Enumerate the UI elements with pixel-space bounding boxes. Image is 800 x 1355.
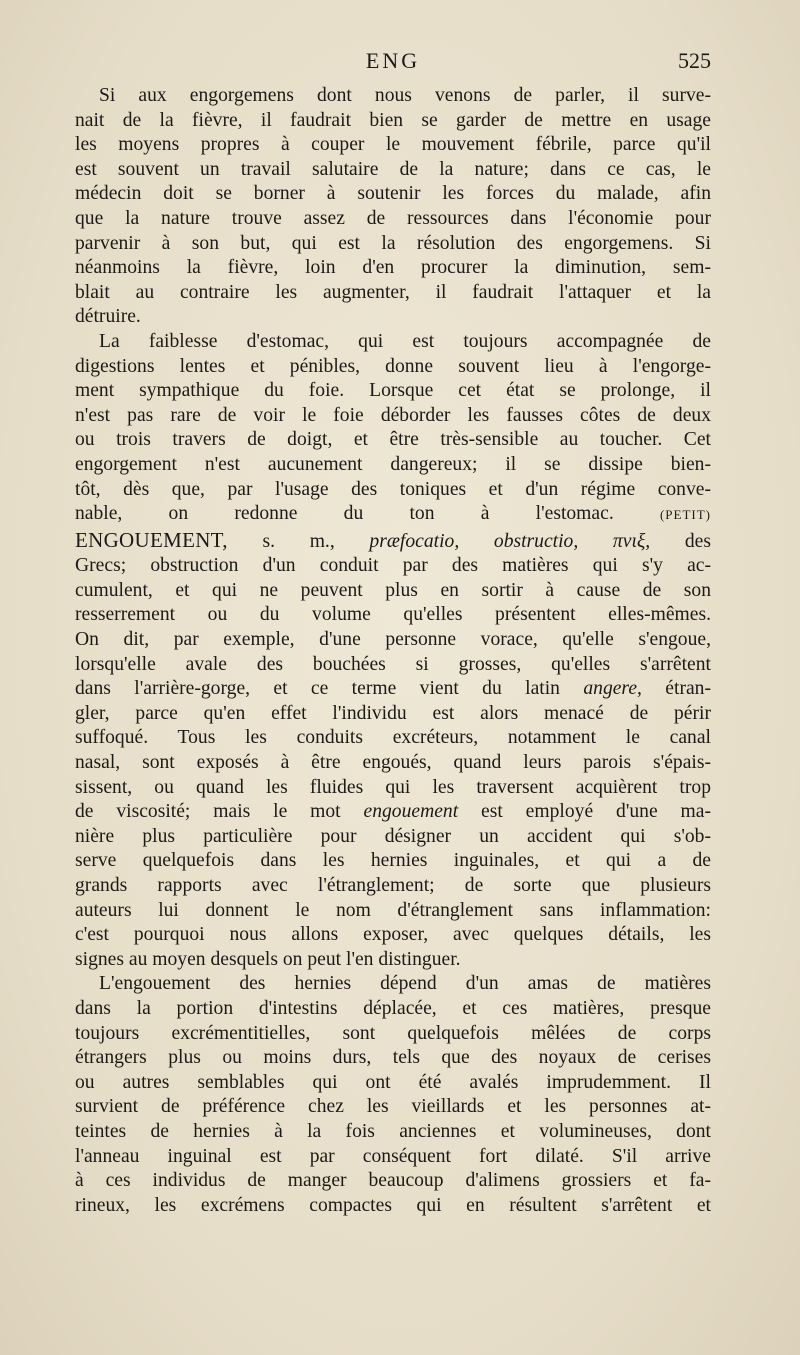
text-line: nière plus particulière pour désigner un accident qui s'ob- <box>75 825 711 847</box>
text-line: survient de préférence chez les vieillards et les personnes at- <box>75 1096 711 1118</box>
text-fragment: étran- <box>641 678 711 700</box>
text-line: n'est pas rare de voir le foie déborder les fausses côtes de deux <box>75 404 711 426</box>
text-line: serve quelquefois dans les hernies inguinales, et qui a de <box>75 850 711 872</box>
text-line: parvenir à son but, qui est la résolution des engorgemens. Si <box>75 232 711 254</box>
running-head: ENG <box>365 48 421 73</box>
page-number: 525 <box>678 48 711 73</box>
text-line <box>75 677 711 702</box>
paragraph-hernia <box>75 972 711 1218</box>
text-line: nasal, sont exposés à être engoués, quand leurs parois s'épais- <box>75 752 711 774</box>
text-line: rineux, les excrémens compactes qui en résultent s'arrêtent et <box>75 1194 711 1216</box>
text-fragment: est employé d'une ma- <box>458 801 711 823</box>
text-fragment: dans l'arrière-gorge, et ce terme vient du latin <box>75 678 584 700</box>
paragraph-fever <box>75 84 711 330</box>
text-line: lorsqu'elle avale des bouchées si grosses, qu'elles s'arrêtent <box>75 653 711 675</box>
text-line: ou trois travers de doigt, et être très-sensible au toucher. Cet <box>75 429 711 451</box>
text-line: dans la portion d'intestins déplacée, et ces matières, presque <box>75 997 711 1019</box>
text-fragment: nable, on redonne du ton à l'estomac. <box>75 503 614 525</box>
author-signature: (PETIT) <box>659 507 711 523</box>
text-line: les moyens propres à couper le mouvement fébrile, parce qu'il <box>75 134 711 156</box>
body-text <box>75 84 711 1218</box>
text-line: étrangers plus ou moins durs, tels que des noyaux de cerises <box>75 1047 711 1069</box>
latin-greek-terms: præfocatio, obstructio, πνιξ, <box>369 530 651 552</box>
text-line: médecin doit se borner à soutenir les forces du malade, afin <box>75 183 711 205</box>
text-line: à ces individus de manger beaucoup d'alimens grossiers et fa- <box>75 1170 711 1192</box>
text-line: teintes de hernies à la fois anciennes et volumineuses, dont <box>75 1120 711 1142</box>
headword: ENGOUEMENT, <box>75 527 228 552</box>
text-fragment: de viscosité; mais le mot <box>75 801 364 823</box>
text-line: sissent, ou quand les fluides qui les traversent acquièrent trop <box>75 776 711 798</box>
italic-term: angere, <box>583 678 642 700</box>
text-fragment: des <box>650 530 711 552</box>
text-line-with-signature <box>75 502 711 528</box>
text-line: ou autres semblables qui ont été avalés imprudemment. Il <box>75 1071 711 1093</box>
text-line: néanmoins la fièvre, loin d'en procurer la diminution, sem- <box>75 257 711 279</box>
paragraph-stomach <box>75 330 711 528</box>
grammar-note: s. m., <box>227 530 370 552</box>
text-line: est souvent un travail salutaire de la nature; dans ce cas, le <box>75 158 711 180</box>
text-line: engorgement n'est aucunement dangereux; il se dissipe bien- <box>75 453 711 475</box>
text-line: Grecs; obstruction d'un conduit par des matières qui s'y ac- <box>75 555 711 577</box>
text-line: détruire. <box>75 306 141 328</box>
text-line: blait au contraire les augmenter, il faudrait l'attaquer et la <box>75 281 711 303</box>
text-line: La faiblesse d'estomac, qui est toujours accompagnée de <box>99 330 711 352</box>
text-line: L'engouement des hernies dépend d'un amas de matières <box>99 973 711 995</box>
entry-engouement <box>75 528 711 973</box>
text-line <box>75 800 711 825</box>
text-line: gler, parce qu'en effet l'individu est alors menacé de périr <box>75 702 711 724</box>
text-line: nait de la fièvre, il faudrait bien se garder de mettre en usage <box>75 109 711 131</box>
text-line: tôt, dès que, par l'usage des toniques et d'un régime conve- <box>75 478 711 500</box>
text-line: toujours excrémentitielles, sont quelquefois mêlées de corps <box>75 1022 711 1044</box>
text-line: suffoqué. Tous les conduits excréteurs, notamment le canal <box>75 727 711 749</box>
italic-term: engouement <box>363 801 459 823</box>
text-line: On dit, par exemple, d'une personne vorace, qu'elle s'engoue, <box>75 629 711 651</box>
text-line: grands rapports avec l'étranglement; de sorte que plusieurs <box>75 875 711 896</box>
text-line: Si aux engorgemens dont nous venons de parler, il surve- <box>99 85 711 106</box>
text-line: l'anneau inguinal est par conséquent fort dilaté. S'il arrive <box>75 1145 711 1167</box>
text-line: que la nature trouve assez de ressources dans l'économie pour <box>75 207 711 229</box>
entry-head-line <box>75 528 711 555</box>
text-line: signes au moyen desquels on peut l'en distinguer. <box>75 948 461 970</box>
text-line: cumulent, et qui ne peuvent plus en sortir à cause de son <box>75 579 711 601</box>
text-line: auteurs lui donnent le nom d'étranglement sans inflammation: <box>75 899 711 921</box>
text-line: c'est pourquoi nous allons exposer, avec quelques détails, les <box>75 924 711 946</box>
text-line: ment sympathique du foie. Lorsque cet état se prolonge, il <box>75 380 711 402</box>
text-line: digestions lentes et pénibles, donne souvent lieu à l'engorge- <box>75 355 711 377</box>
text-line: resserrement ou du volume qu'elles présentent elles-mêmes. <box>75 604 711 626</box>
page-header <box>75 48 711 78</box>
